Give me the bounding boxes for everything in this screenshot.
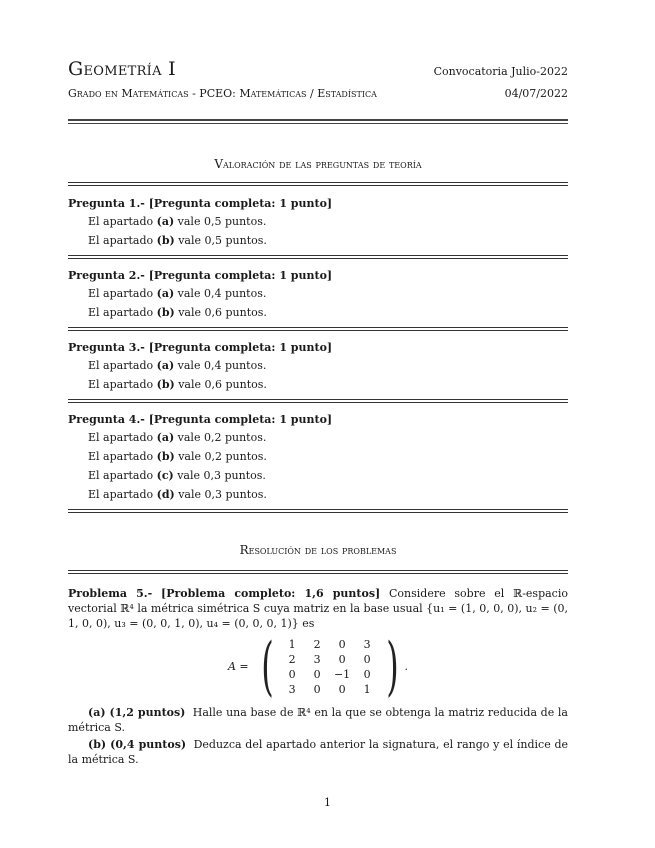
matrix-display xyxy=(68,629,568,704)
problem-statement xyxy=(68,586,568,631)
matrix-cell: 1 xyxy=(363,682,371,696)
list-item: El apartado (b) vale 0,6 puntos. xyxy=(88,305,267,319)
matrix-period: . xyxy=(404,660,409,673)
part-a xyxy=(68,705,568,735)
part-a-text: Halle una base de ℝ⁴ en la que se obtenga la matriz reducida de la métrica S. xyxy=(68,705,568,734)
divider xyxy=(68,327,568,331)
matrix-cell: 3 xyxy=(313,652,321,666)
list-item: El apartado (c) vale 0,3 puntos. xyxy=(88,468,266,482)
question-heading: Pregunta 1.- [Pregunta completa: 1 punto] xyxy=(68,196,333,210)
convocatoria: Convocatoria Julio-2022 xyxy=(433,65,568,78)
matrix-lhs: A = xyxy=(227,660,249,673)
matrix-A xyxy=(280,637,380,697)
exam-page xyxy=(68,58,568,767)
page-number: 1 xyxy=(324,796,331,809)
list-item: El apartado (b) vale 0,5 puntos. xyxy=(88,233,267,247)
header-row-2 xyxy=(68,87,568,103)
question-3 xyxy=(68,341,568,394)
part-a-label: (a) (1,2 puntos) xyxy=(88,705,186,719)
divider xyxy=(68,399,568,403)
theory-section-title: Valoración de las preguntas de teoría xyxy=(214,156,422,171)
matrix-cell: 2 xyxy=(313,637,321,651)
question-1 xyxy=(68,197,568,250)
list-item: El apartado (d) vale 0,3 puntos. xyxy=(88,487,267,501)
question-heading: Pregunta 3.- [Pregunta completa: 1 punto] xyxy=(68,340,333,354)
matrix-cell: 2 xyxy=(288,652,296,666)
part-b-label: (b) (0,4 puntos) xyxy=(88,737,187,751)
question-2 xyxy=(68,269,568,322)
list-item: El apartado (b) vale 0,2 puntos. xyxy=(88,449,267,463)
list-item: El apartado (a) vale 0,2 puntos. xyxy=(88,430,267,444)
problem-text: Considere sobre el ℝ-espacio vectorial ℝ⁴ la métrica simétrica S cuya matriz en la base usual {u₁ = (1, 0, 0, 0), u₂ = (0, 1, 0, 0), u₃ = (0, 0, 1, 0), u₄ = (0, 0, 0, 1)} es xyxy=(68,586,568,630)
question-heading: Pregunta 4.- [Pregunta completa: 1 punto] xyxy=(68,412,333,426)
list-item: El apartado (a) vale 0,5 puntos. xyxy=(88,214,267,228)
matrix-cell: 0 xyxy=(363,652,371,666)
matrix-cell: 0 xyxy=(363,667,371,681)
question-4 xyxy=(68,413,568,504)
theory-rule xyxy=(68,182,568,186)
problem-5 xyxy=(68,586,568,767)
divider xyxy=(68,509,568,513)
left-paren: ( xyxy=(260,629,274,704)
matrix-cell: 0 xyxy=(338,682,346,696)
matrix-cell: 0 xyxy=(338,652,346,666)
list-item: El apartado (b) vale 0,6 puntos. xyxy=(88,377,267,391)
list-item: El apartado (a) vale 0,4 puntos. xyxy=(88,286,267,300)
part-b xyxy=(68,737,568,767)
matrix-cell: 0 xyxy=(313,667,321,681)
question-heading: Pregunta 2.- [Pregunta completa: 1 punto] xyxy=(68,268,333,282)
divider xyxy=(68,255,568,259)
course-title: Geometría I xyxy=(68,58,176,80)
matrix-cell: 0 xyxy=(288,667,296,681)
list-item: El apartado (a) vale 0,4 puntos. xyxy=(88,358,267,372)
part-b-text: Deduzca del apartado anterior la signatura, el rango y el índice de la métrica S. xyxy=(68,737,568,766)
problems-section-title: Resolución de los problemas xyxy=(239,542,397,557)
matrix-cell: 0 xyxy=(313,682,321,696)
header-row-1 xyxy=(68,58,568,84)
matrix-cell: 3 xyxy=(363,637,371,651)
degree-line: Grado en Matemáticas - PCEO: Matemáticas / Estadística xyxy=(68,87,377,100)
matrix-cell: 0 xyxy=(338,637,346,651)
problem-points: [Problema completo: 1,6 puntos] xyxy=(160,586,381,600)
matrix-cell: 3 xyxy=(288,682,296,696)
problems-rule xyxy=(68,570,568,574)
matrix-cell: 1 xyxy=(288,637,296,651)
right-paren: ) xyxy=(385,629,399,704)
problem-label: Problema 5.- xyxy=(68,586,153,600)
exam-date: 04/07/2022 xyxy=(504,87,568,100)
matrix-cell: −1 xyxy=(333,667,351,681)
header-rule xyxy=(68,119,568,124)
